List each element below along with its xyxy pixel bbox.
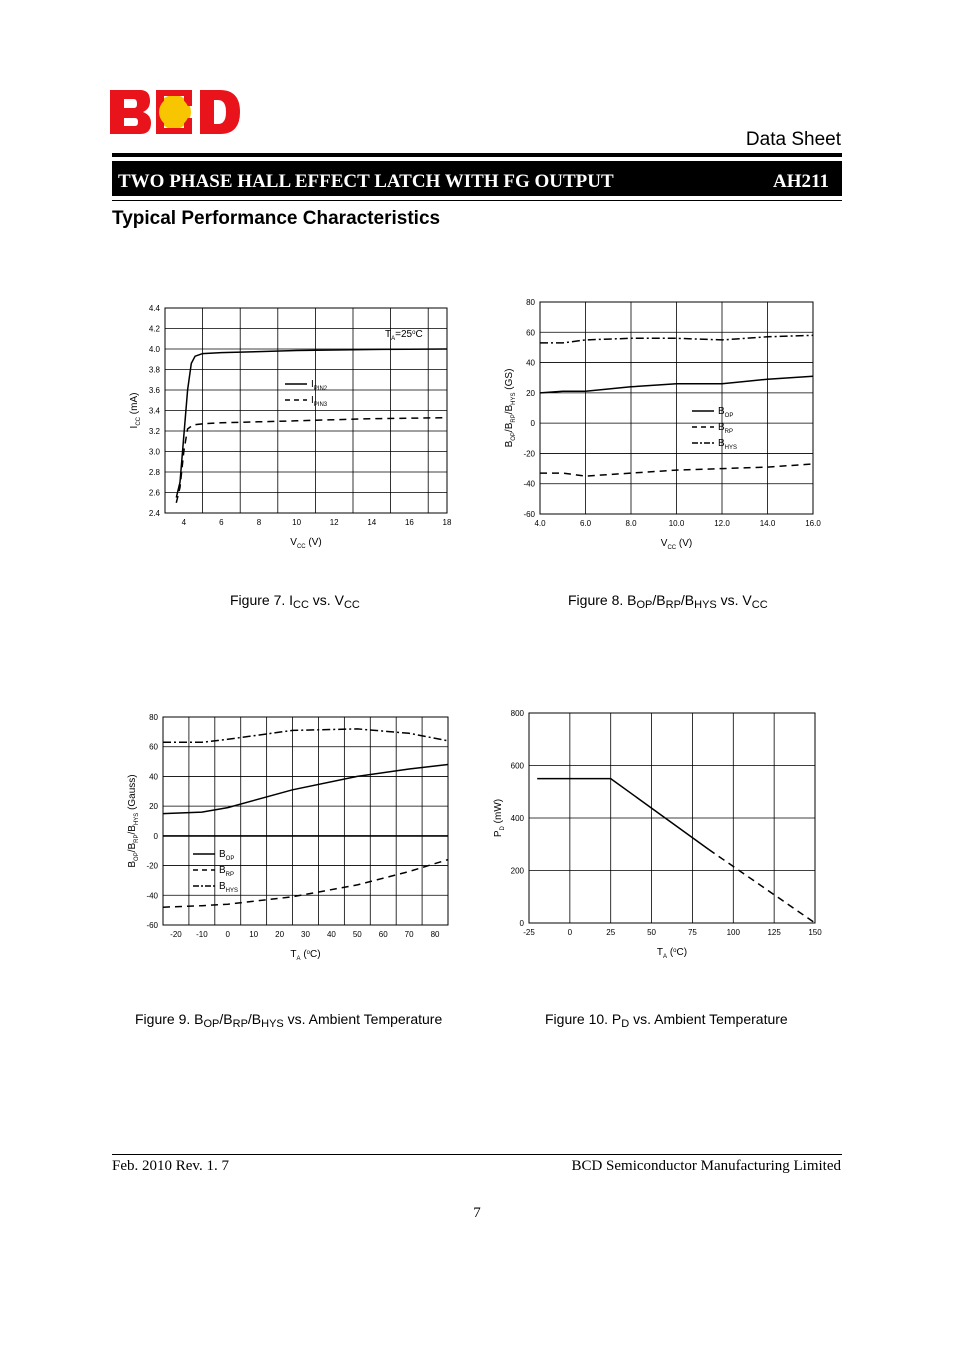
chart-fig7	[110, 300, 470, 580]
x-tick-label: 16.0	[805, 519, 821, 528]
fig10-svg	[485, 703, 835, 983]
chart-fig10	[485, 703, 835, 983]
chart-fig8	[490, 290, 830, 570]
fig7-series-0-line	[176, 349, 447, 498]
y-tick-label: 2.8	[148, 468, 160, 477]
x-tick-label: 8	[256, 518, 262, 527]
x-axis-label: $V_{CC}$ (V)	[290, 537, 322, 550]
x-tick-label: 6	[219, 518, 224, 527]
footer-date-revision: Feb. 2010 Rev. 1. 7	[112, 1158, 229, 1174]
footer-company: BCD Semiconductor Manufacturing Limited	[571, 1158, 841, 1174]
y-tick-label: -40	[523, 479, 535, 489]
y-axis-label: $P_D$ (mW)	[493, 798, 506, 838]
x-tick-label: 18	[442, 518, 452, 527]
y-tick-label: -20	[523, 449, 535, 459]
header-rule	[112, 153, 842, 157]
y-tick-label: 40	[149, 772, 158, 782]
legend-label: $I_{PIN2}$	[311, 379, 328, 392]
y-tick-label: 2.6	[148, 488, 160, 498]
y-tick-label: 60	[526, 328, 535, 338]
fig10-series-1-line	[709, 850, 815, 924]
y-tick-label: -60	[523, 510, 535, 519]
x-tick-label: 12.0	[714, 519, 730, 528]
document-title: TWO PHASE HALL EFFECT LATCH WITH FG OUTPUT	[118, 171, 614, 192]
x-axis-label: $V_{CC}$ (V)	[660, 538, 693, 551]
y-tick-label: 80	[149, 713, 158, 722]
fig8-grid	[540, 302, 813, 514]
x-tick-label: 8.0	[625, 519, 637, 528]
y-tick-label: 3.8	[148, 365, 160, 375]
title-bar	[112, 161, 842, 196]
y-tick-label: 4.0	[148, 345, 160, 354]
x-tick-label: -25	[523, 928, 535, 937]
caption-fig9: Figure 9. $B_{OP}/B_{RP}/B_{HYS}$ vs. Ambient Temperature	[135, 1011, 443, 1030]
y-tick-label: 0	[530, 419, 535, 429]
legend-label: $I_{PIN3}$	[311, 395, 328, 408]
y-tick-label: 4.2	[148, 324, 160, 334]
y-tick-label: 600	[510, 761, 524, 771]
x-axis-label: $T_A$ ($^o$C)	[290, 949, 321, 962]
x-tick-label: 70	[404, 930, 414, 939]
x-tick-label: 25	[606, 928, 616, 937]
x-tick-label: 20	[275, 930, 285, 939]
fig7-series-1-line	[176, 418, 447, 503]
caption-fig8: Figure 8. $B_{OP}/B_{RP}/B_{HYS}$ vs. $V_{CC}$	[568, 592, 768, 611]
x-tick-label: 12	[329, 518, 339, 527]
y-tick-label: 800	[510, 709, 524, 718]
legend-label: $B_{HYS}$	[718, 438, 738, 451]
y-tick-label: 3.6	[148, 386, 160, 395]
x-tick-label: 50	[352, 930, 362, 939]
legend-label: $B_{OP}$	[718, 406, 734, 419]
x-tick-label: 10	[292, 518, 302, 527]
y-tick-label: 3.2	[148, 427, 160, 436]
x-tick-label: 4.0	[534, 519, 546, 528]
bcd-logo-graphic	[110, 88, 242, 136]
y-tick-label: 4.4	[148, 304, 160, 313]
y-axis-label: $B_{OP}/B_{RP}/B_{HYS}$ (Gauss)	[127, 774, 140, 868]
x-tick-label: 16	[404, 518, 414, 527]
legend-label: $B_{RP}$	[718, 422, 734, 435]
page-number: 7	[473, 1205, 481, 1221]
x-tick-label: 30	[301, 930, 310, 939]
fig9-grid	[163, 717, 448, 925]
x-tick-label: 125	[767, 928, 781, 937]
fig10-grid	[529, 713, 815, 923]
y-tick-label: 3.4	[148, 406, 160, 416]
x-tick-label: 0	[225, 930, 230, 939]
x-tick-label: 10.0	[668, 519, 685, 528]
fig8-svg	[490, 290, 830, 570]
fig9-series-1-line	[163, 860, 448, 908]
y-tick-label: 200	[510, 866, 524, 876]
y-axis-label: $I_{CC}$ (mA)	[129, 392, 142, 429]
x-tick-label: 50	[647, 928, 657, 937]
footer-rule	[112, 1154, 842, 1155]
x-tick-label: -10	[196, 930, 208, 939]
y-tick-label: -60	[146, 921, 158, 930]
fig7-svg	[110, 300, 470, 580]
y-tick-label: 20	[149, 802, 158, 812]
x-tick-label: 4	[181, 518, 187, 527]
x-tick-label: 80	[430, 930, 440, 939]
fig9-svg	[110, 705, 470, 985]
y-tick-label: 3.0	[148, 447, 160, 457]
legend-label: $B_{OP}$	[219, 849, 235, 862]
title-underline	[112, 200, 842, 201]
y-tick-label: 60	[149, 742, 158, 752]
x-tick-label: 100	[726, 928, 740, 937]
x-tick-label: 75	[687, 928, 697, 937]
y-tick-label: 40	[526, 358, 535, 368]
x-axis-label: $T_A$ ($^o$C)	[656, 947, 688, 960]
x-tick-label: 40	[326, 930, 336, 939]
legend-label: $B_{RP}$	[219, 865, 235, 878]
x-tick-label: 0	[567, 928, 573, 937]
y-tick-label: 0	[519, 919, 524, 928]
annotation-temperature: $T_A=25^oC$	[385, 329, 423, 342]
y-axis-label: $B_{OP}/B_{RP}/B_{HYS}$ (GS)	[504, 368, 517, 448]
legend-label: $B_{HYS}$	[219, 881, 239, 894]
y-tick-label: 2.4	[148, 509, 160, 518]
y-tick-label: -20	[146, 861, 158, 871]
section-heading: Typical Performance Characteristics	[112, 208, 441, 229]
x-tick-label: 10	[249, 930, 259, 939]
bcd-logo	[110, 88, 242, 136]
x-tick-label: 14	[367, 518, 377, 527]
plot-frame	[163, 717, 448, 925]
x-tick-label: -20	[170, 930, 182, 939]
x-tick-label: 150	[808, 928, 822, 937]
fig10-series-0-line	[537, 779, 709, 850]
y-tick-label: 20	[526, 388, 535, 398]
x-tick-label: 6.0	[579, 519, 592, 528]
y-tick-label: 400	[510, 814, 524, 823]
x-tick-label: 60	[378, 930, 388, 939]
caption-fig10: Figure 10. $P_D$ vs. Ambient Temperature	[545, 1011, 788, 1030]
chart-fig9	[110, 705, 470, 985]
x-tick-label: 14.0	[759, 519, 776, 528]
fig9-series-2-line	[163, 729, 448, 742]
y-tick-label: 80	[526, 298, 535, 307]
y-tick-label: -40	[146, 891, 158, 901]
document-type-label: Data Sheet	[745, 129, 841, 150]
part-number: AH211	[773, 171, 829, 192]
y-tick-label: 0	[153, 831, 158, 841]
caption-fig7: Figure 7. $I_{CC}$ vs. $V_{CC}$	[230, 592, 360, 611]
